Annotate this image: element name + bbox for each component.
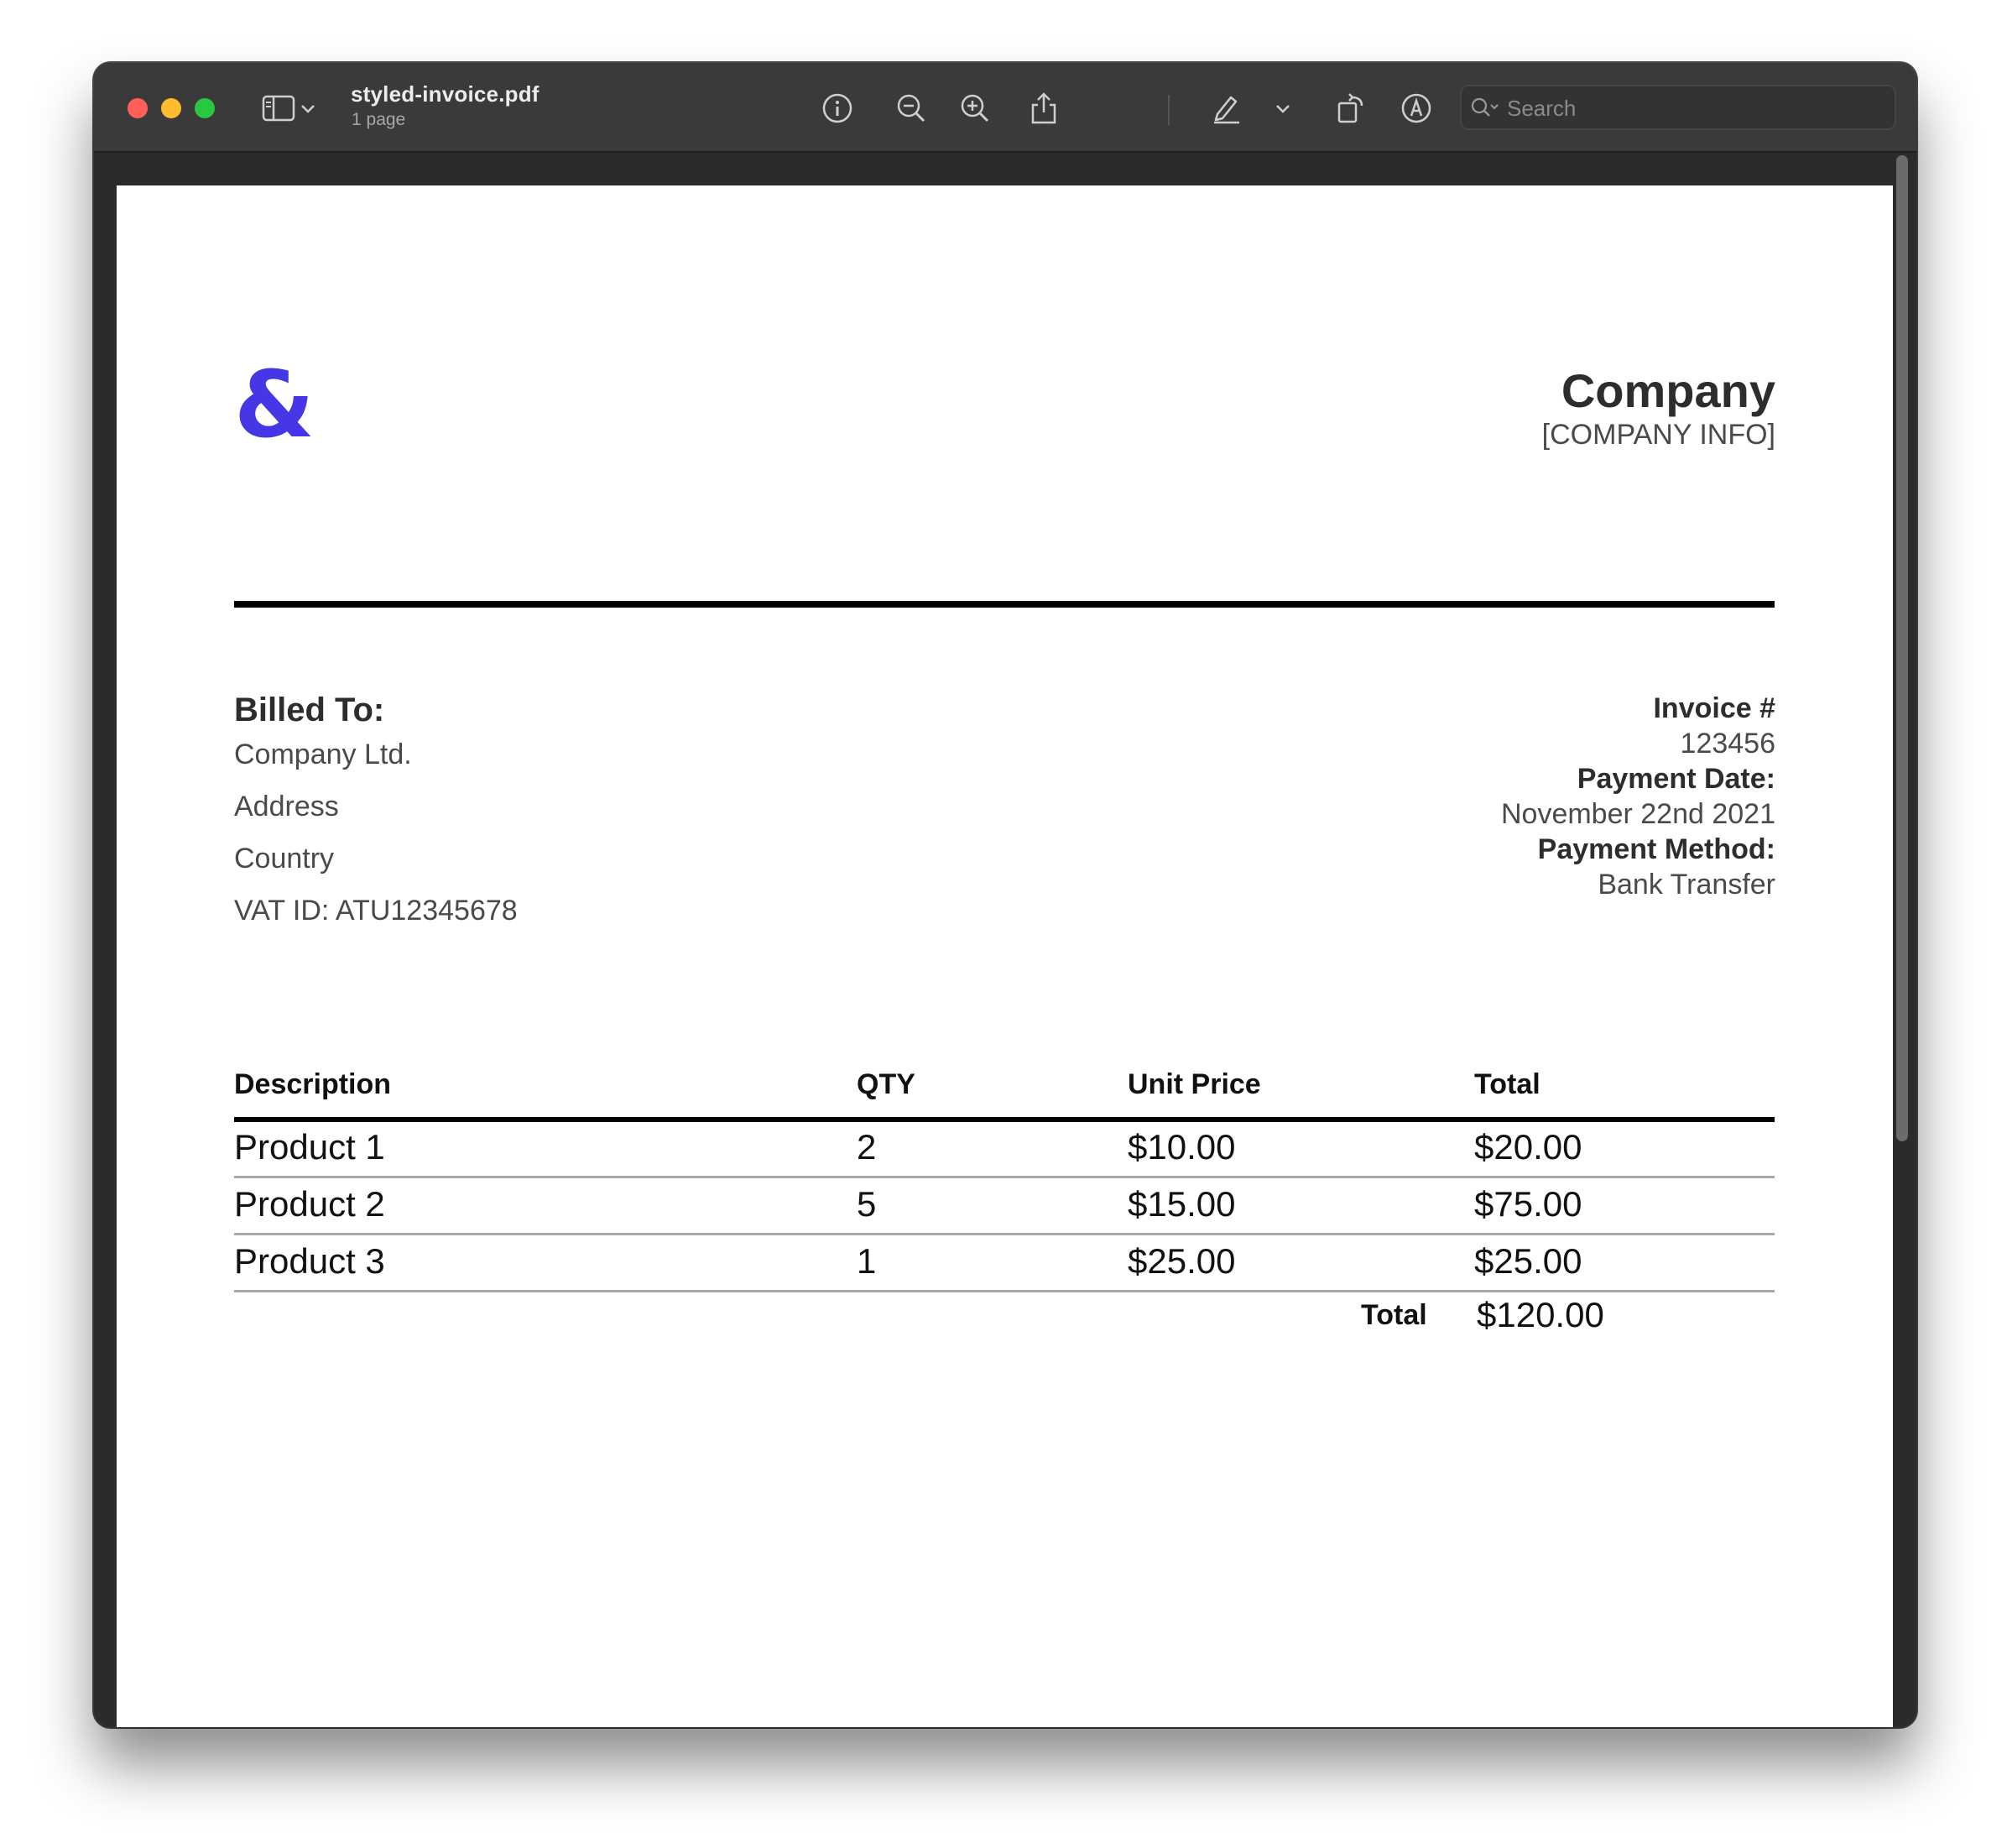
invoice-number: 123456	[1680, 728, 1775, 760]
preview-window	[94, 63, 1916, 1727]
row-2-unit-price: $15.00	[1128, 1184, 1236, 1224]
payment-method: Bank Transfer	[1598, 869, 1775, 901]
invoice-number-label: Invoice #	[1653, 692, 1775, 724]
share-icon[interactable]	[1024, 88, 1064, 128]
document-title: styled-invoice.pdf	[351, 81, 540, 107]
company-logo: &	[234, 351, 315, 458]
billed-address: Address	[234, 791, 339, 822]
col-header-qty: QTY	[857, 1068, 915, 1100]
billed-to-label: Billed To:	[234, 692, 385, 728]
grand-total-value: $120.00	[1477, 1295, 1604, 1334]
row-divider	[234, 1176, 1775, 1178]
row-1-qty: 2	[857, 1127, 877, 1167]
row-3-total: $25.00	[1474, 1241, 1582, 1281]
company-name: Company	[1561, 364, 1775, 417]
close-window-button[interactable]	[128, 98, 148, 118]
row-3-unit-price: $25.00	[1128, 1241, 1236, 1281]
search-box[interactable]	[1460, 85, 1896, 130]
info-icon[interactable]	[817, 88, 858, 128]
row-2-total: $75.00	[1474, 1184, 1582, 1224]
page-count: 1 page	[352, 110, 406, 129]
sidebar-icon[interactable]	[258, 88, 299, 128]
col-header-unit-price: Unit Price	[1128, 1068, 1261, 1100]
billed-company: Company Ltd.	[234, 739, 412, 770]
rotate-icon[interactable]	[1331, 88, 1371, 128]
toolbar-divider	[1168, 95, 1170, 125]
row-3-qty: 1	[857, 1241, 877, 1281]
row-2-description: Product 2	[234, 1184, 385, 1224]
row-1-unit-price: $10.00	[1128, 1127, 1236, 1167]
chevron-down-icon[interactable]	[295, 88, 321, 128]
markup-icon[interactable]	[1396, 88, 1436, 128]
payment-date: November 22nd 2021	[1500, 798, 1775, 830]
table-header-rule	[234, 1117, 1775, 1122]
vertical-scrollbar[interactable]	[1896, 155, 1908, 1141]
row-divider	[234, 1233, 1775, 1235]
chevron-down-icon[interactable]	[1270, 88, 1295, 128]
col-header-total: Total	[1474, 1068, 1540, 1100]
zoom-in-icon[interactable]	[955, 88, 995, 128]
minimize-window-button[interactable]	[161, 98, 181, 118]
billed-vat: VAT ID: ATU12345678	[234, 895, 518, 927]
billed-country: Country	[234, 843, 335, 874]
payment-method-label: Payment Method:	[1537, 833, 1775, 865]
search-input[interactable]	[1505, 91, 1886, 125]
zoom-out-icon[interactable]	[891, 88, 931, 128]
row-3-description: Product 3	[234, 1241, 385, 1281]
row-2-qty: 5	[857, 1184, 877, 1224]
col-header-description: Description	[234, 1068, 392, 1100]
row-divider	[234, 1290, 1775, 1292]
search-icon	[1470, 96, 1500, 121]
header-divider	[234, 601, 1775, 608]
highlight-pen-icon[interactable]	[1207, 88, 1247, 128]
titlebar	[94, 63, 1916, 153]
maximize-window-button[interactable]	[195, 98, 215, 118]
grand-total-label: Total	[1361, 1299, 1427, 1331]
company-info: [COMPANY INFO]	[1541, 419, 1775, 451]
pdf-page	[117, 185, 1893, 1727]
row-1-description: Product 1	[234, 1127, 385, 1167]
row-1-total: $20.00	[1474, 1127, 1582, 1167]
payment-date-label: Payment Date:	[1577, 763, 1775, 795]
